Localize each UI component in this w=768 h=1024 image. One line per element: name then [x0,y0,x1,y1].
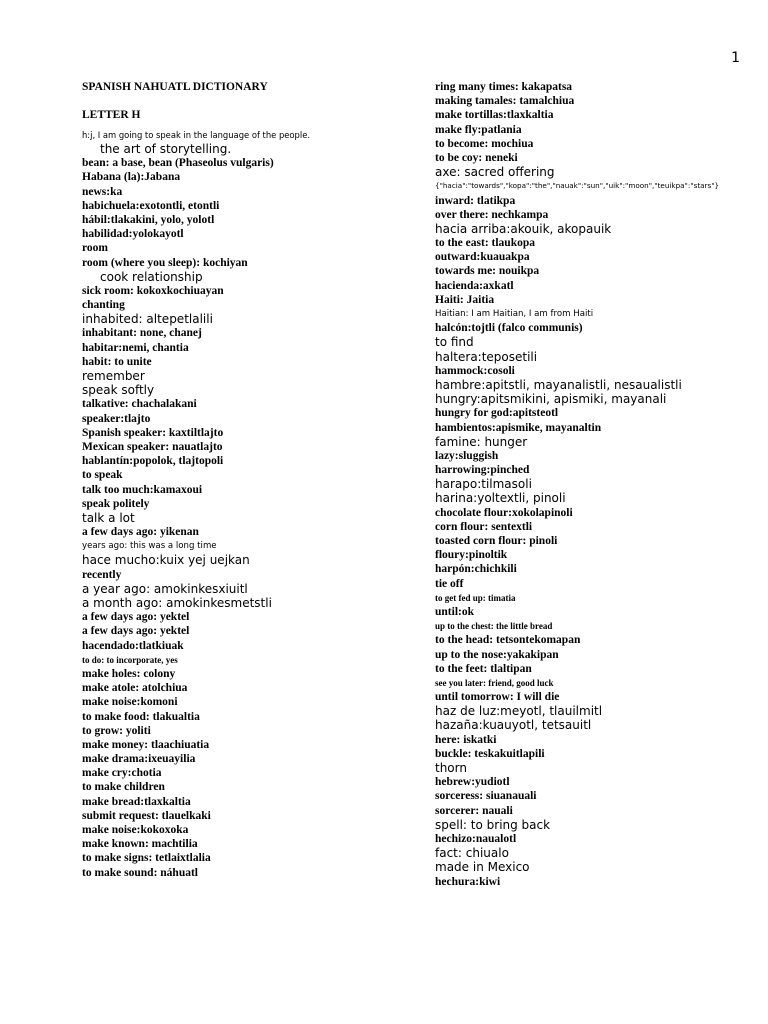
dictionary-entry: hechizo:naualotl [435,832,517,845]
dictionary-entry: made in Mexico [435,860,530,875]
dictionary-entry: hungry for god:apitsteotl [435,407,559,420]
dictionary-entry: see you later: friend, good luck [435,677,554,688]
dictionary-entry: harapo:tilmasoli [435,477,532,492]
dictionary-entry: make drama:ixeuayilia [82,753,196,766]
left-column [82,80,412,880]
dictionary-entry: Spanish speaker: kaxtiltlajto [82,426,224,439]
dictionary-entry: lazy:sluggish [435,449,499,462]
dictionary-entry: harina:yoltextli, pinoli [435,491,566,506]
dictionary-entry: make noise:komoni [82,696,178,709]
dictionary-entry: make known: machtilia [82,838,198,851]
dictionary-entry: make atole: atolchiua [82,682,188,695]
dictionary-entry: chocolate flour:xokolapinoli [435,506,573,519]
dictionary-entry: outward:kuauakpa [435,251,530,264]
dictionary-entry: submit request: tlauelkaki [82,809,211,822]
dictionary-entry: bean: a base, bean (Phaseolus vulgaris) [82,157,274,170]
dictionary-entry: up to the chest: the little bread [435,621,553,632]
dictionary-entry: axe: sacred offering [435,165,555,180]
dictionary-entry: harrowing:pinched [435,464,530,477]
dictionary-entry: chanting [82,299,125,312]
right-column [435,80,755,889]
dictionary-entry: years ago: this was a long time [82,541,217,552]
dictionary-entry: the art of storytelling. [100,142,232,156]
page-number: 1 [731,50,740,66]
dictionary-entry: Mexican speaker: nauatlajto [82,440,223,453]
dictionary-entry: sick room: kokoxkochiuayan [82,284,224,297]
dictionary-entry: talk a lot [82,510,135,525]
dictionary-entry: talk too much:kamaxoui [82,483,203,496]
dictionary-entry: fact: chiualo [435,846,509,861]
dictionary-entry: to find [435,335,474,350]
dictionary-entry: until:ok [435,605,474,618]
dictionary-entry: news:ka [82,185,123,198]
right-entries [435,80,755,889]
dictionary-entry: to speak [82,469,123,482]
left-entries [82,142,412,880]
dictionary-entry: habilidad:yolokayotl [82,228,184,241]
letter-heading: LETTER H [82,109,141,121]
dictionary-entry: make holes: colony [82,667,176,680]
dictionary-entry: hammock:cosoli [435,364,515,377]
dictionary-entry: habichuela:exotontli, etontli [82,199,220,212]
dictionary-entry: hazaña:kuauyotl, tetsauitl [435,718,592,733]
dictionary-entry: Haiti: Jaitia [435,293,495,306]
dictionary-entry: a month ago: amokinkesmetstli [82,596,272,610]
dictionary-entry: to make children [82,781,165,794]
dictionary-entry: inward: tlatikpa [435,194,516,207]
dictionary-entry: a few days ago: yektel [82,625,190,638]
dictionary-entry: to make food: tlakualtia [82,710,200,723]
dictionary-entry: to get fed up: timatia [435,592,516,603]
dictionary-entry: room (where you sleep): kochiyan [82,256,248,269]
dictionary-title: SPANISH NAHUATL DICTIONARY [82,81,268,93]
dictionary-entry: inhabited: altepetlalili [82,312,213,327]
dictionary-entry: habitar:nemi, chantia [82,341,189,354]
dictionary-entry: inhabitant: none, chanej [82,327,202,340]
dictionary-entry: room [82,242,108,255]
dictionary-entry: to the east: tlaukopa [435,237,535,250]
dictionary-entry: to become: mochiua [435,137,534,150]
dictionary-entry: make fly:patlania [435,123,522,136]
dictionary-entry: hábil:tlakakini, yolo, yolotl [82,213,215,226]
dictionary-entry: make noise:kokoxoka [82,824,189,836]
dictionary-entry: a year ago: amokinkesxiuitl [82,581,248,596]
dictionary-entry: Habana (la):Jabana [82,171,181,184]
dictionary-entry: sorcerer: nauali [435,804,513,817]
dictionary-entry: halcón:tojtli (falco communis) [435,322,583,335]
dictionary-entry: sorceress: siuanauali [435,790,537,803]
dictionary-entry: up to the nose:yakakipan [435,648,559,661]
dictionary-entry: hablantín:popolok, tlajtopoli [82,455,224,468]
dictionary-entry: over there: nechkampa [435,208,549,221]
dictionary-entry: hebrew:yudiotl [435,776,510,789]
dictionary-entry: hace mucho:kuix yej uejkan [82,553,250,568]
dictionary-entry: hambre:apitstli, mayanalistli, nesaualistli [435,377,682,392]
dictionary-entry: cook relationship [100,269,203,284]
dictionary-entry: hambientos:apismike, mayanaltin [435,421,602,434]
dictionary-entry: hechura:kiwi [435,875,501,888]
dictionary-entry: harpón:chichkili [435,563,517,576]
dictionary-entry: haz de luz:meyotl, tlauilmitl [435,704,603,719]
dictionary-entry: speaker:tlajto [82,412,151,425]
dictionary-entry: make money: tlaachiuatia [82,738,210,751]
dictionary-entry: to be coy: neneki [435,151,518,164]
dictionary-entry: to the head: tetsontekomapan [435,634,581,647]
dictionary-entry: ring many times: kakapatsa [435,81,573,93]
dictionary-entry: make cry:chotia [82,767,162,780]
dictionary-entry: to the feet: tlaltipan [435,662,532,675]
dictionary-entry: Haitian: I am Haitian, I am from Haiti [435,309,594,319]
dictionary-entry: speak politely [82,497,150,510]
dictionary-entry: make bread:tlaxkaltia [82,795,191,808]
dictionary-entry: famine: hunger [435,434,528,449]
dictionary-entry: toasted corn flour: pinoli [435,535,558,547]
dictionary-entry: remember [82,369,145,383]
intro-line: h:j, I am going to speak in the language of the people. [82,130,311,140]
dictionary-entry: recently [82,568,122,581]
dictionary-entry: hacendado:tlatkiuak [82,639,184,652]
dictionary-entry: to make signs: tetlaixtlalia [82,852,211,865]
dictionary-entry: buckle: teskakuitlapili [435,747,545,760]
dictionary-entry: hungry:apitsmikini, apismiki, mayanali [435,392,667,407]
dictionary-entry: speak softly [82,383,155,398]
dictionary-entry: making tamales: tamalchiua [435,95,575,108]
dictionary-entry: to do: to incorporate, yes [82,654,178,665]
dictionary-entry: to make sound: náhuatl [82,866,198,879]
dictionary-entry: until tomorrow: I will die [435,691,560,704]
dictionary-entry: spell: to bring back [435,817,551,832]
dictionary-entry: corn flour: sentextli [435,520,533,533]
dictionary-entry: habit: to unite [82,355,152,368]
dictionary-entry: here: iskatki [435,733,497,746]
dictionary-entry: a few days ago: yektel [82,611,190,624]
dictionary-entry: to grow: yoliti [82,724,151,737]
dictionary-entry: tie off [435,577,464,590]
spacer [82,94,412,108]
dictionary-entry: towards me: nouikpa [435,265,540,278]
dictionary-entry: make tortillas:tlaxkaltia [435,109,554,122]
dictionary-entry: hacienda:axkatl [435,279,514,292]
dictionary-entry: thorn [435,761,467,775]
dictionary-entry: haltera:teposetili [435,349,538,364]
dictionary-entry: floury:pinoltik [435,549,508,562]
dictionary-entry: a few days ago: yikenan [82,526,199,539]
dictionary-entry: hacia arriba:akouik, akopauik [435,221,612,236]
dictionary-entry: {"hacia":"towards","kopa":"the","nauak":"sun","uik":"moon","teuikpa":"stars"} [435,181,720,191]
dictionary-entry: talkative: chachalakani [82,398,197,411]
